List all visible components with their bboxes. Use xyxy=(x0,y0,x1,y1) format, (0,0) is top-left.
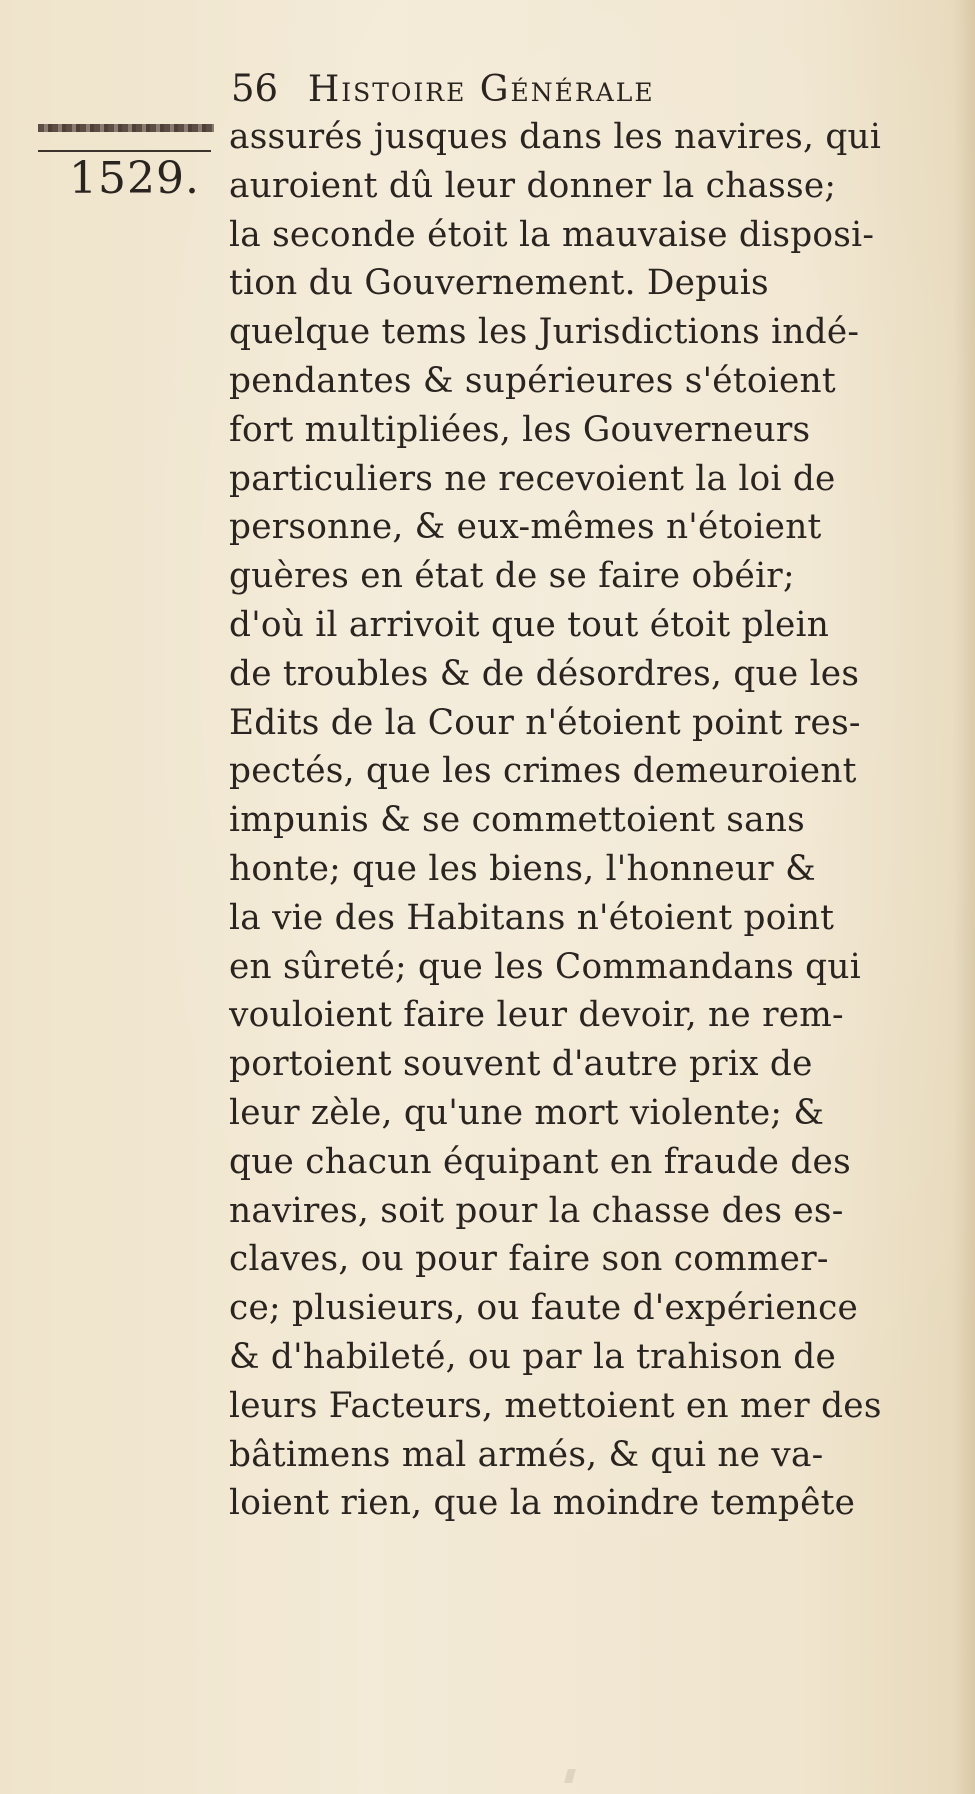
text-line: impunis & se commettoient sans xyxy=(229,800,806,841)
text-line: leur zèle, qu'une mort violente; & xyxy=(229,1092,825,1133)
text-line: que chacun équipant en fraude des xyxy=(229,1141,851,1182)
text-line: navires, soit pour la chasse des es- xyxy=(229,1190,844,1231)
text-line: loient rien, que la moindre tempête xyxy=(229,1483,856,1524)
paper-mark xyxy=(564,1769,576,1783)
body-text xyxy=(229,113,913,1528)
text-line: guères en état de se faire obéir; xyxy=(229,556,795,597)
text-line: honte; que les biens, l'honneur & xyxy=(229,848,816,889)
text-line: personne, & eux-mêmes n'étoient xyxy=(229,507,822,548)
margin-rule xyxy=(38,150,211,152)
text-line: en sûreté; que les Commandans qui xyxy=(229,946,861,987)
text-line: auroient dû leur donner la chasse; xyxy=(229,165,837,206)
text-line: d'où il arrivoit que tout étoit plein xyxy=(229,604,830,645)
text-line: leurs Facteurs, mettoient en mer des xyxy=(229,1385,882,1426)
text-line: portoient souvent d'autre prix de xyxy=(229,1044,813,1085)
text-line: la seconde étoit la mauvaise disposi- xyxy=(229,214,875,255)
text-line: claves, ou pour faire son commer- xyxy=(229,1239,829,1280)
text-line: vouloient faire leur devoir, ne rem- xyxy=(229,995,844,1036)
text-line: particuliers ne recevoient la loi de xyxy=(229,458,836,499)
text-line: bâtimens mal armés, & qui ne va- xyxy=(229,1434,824,1475)
text-line: ce; plusieurs, ou faute d'expérience xyxy=(229,1288,859,1329)
text-line: pendantes & supérieures s'étoient xyxy=(229,360,836,401)
margin-ornament xyxy=(38,124,214,132)
text-line: assurés jusques dans les navires, qui xyxy=(229,117,882,157)
text-line: de troubles & de désordres, que les xyxy=(229,653,860,694)
page-edge-shadow xyxy=(953,0,975,1794)
text-line: tion du Gouvernement. Depuis xyxy=(229,263,769,304)
running-title: Histoire Générale xyxy=(307,69,655,110)
page-number: 56 xyxy=(231,67,279,110)
text-line: pectés, que les crimes demeuroient xyxy=(229,751,857,792)
margin-year: 1529. xyxy=(69,153,200,204)
text-line: la vie des Habitans n'étoient point xyxy=(229,897,835,938)
running-header xyxy=(231,68,881,111)
text-line: & d'habileté, ou par la trahison de xyxy=(229,1336,837,1377)
text-line: fort multipliées, les Gouverneurs xyxy=(229,409,811,450)
text-line: Edits de la Cour n'étoient point res- xyxy=(229,702,861,743)
text-line: quelque tems les Jurisdictions indé- xyxy=(229,312,860,353)
